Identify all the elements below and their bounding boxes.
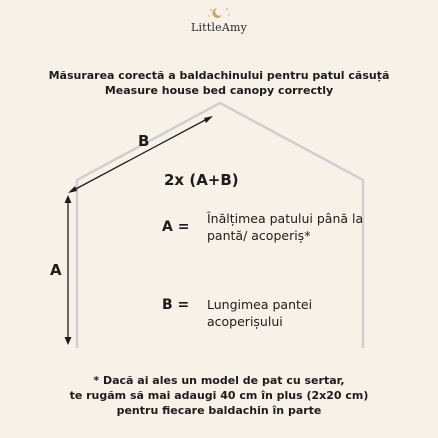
footnote <box>0 373 438 418</box>
definition-a-key: A = <box>162 219 190 235</box>
footnote-line-1: * Dacă ai ales un model de pat cu sertar, <box>93 374 345 387</box>
brand-name: LittleAmy <box>190 21 248 34</box>
definition-b-key: B = <box>162 297 190 313</box>
footnote-line-3: pentru fiecare baldachin în parte <box>116 404 322 417</box>
definition-a-text: Înălțimea patului până la pantă/ acoperiș* <box>207 211 364 243</box>
title-romanian: Măsurarea corectă a baldachinului pentru patul căsuță <box>48 69 390 82</box>
title-english: Measure house bed canopy correctly <box>104 84 334 97</box>
dimension-a-label: A <box>50 261 62 279</box>
definition-b-text: Lungimea pantei acoperișului <box>207 297 313 329</box>
dimension-a-arrow <box>65 195 72 345</box>
formula-text: 2x (A+B) <box>164 171 239 189</box>
footnote-line-2: te rugăm să mai adaugi 40 cm în plus (2x20 cm) <box>69 389 369 402</box>
dimension-b-label: B <box>138 132 150 150</box>
